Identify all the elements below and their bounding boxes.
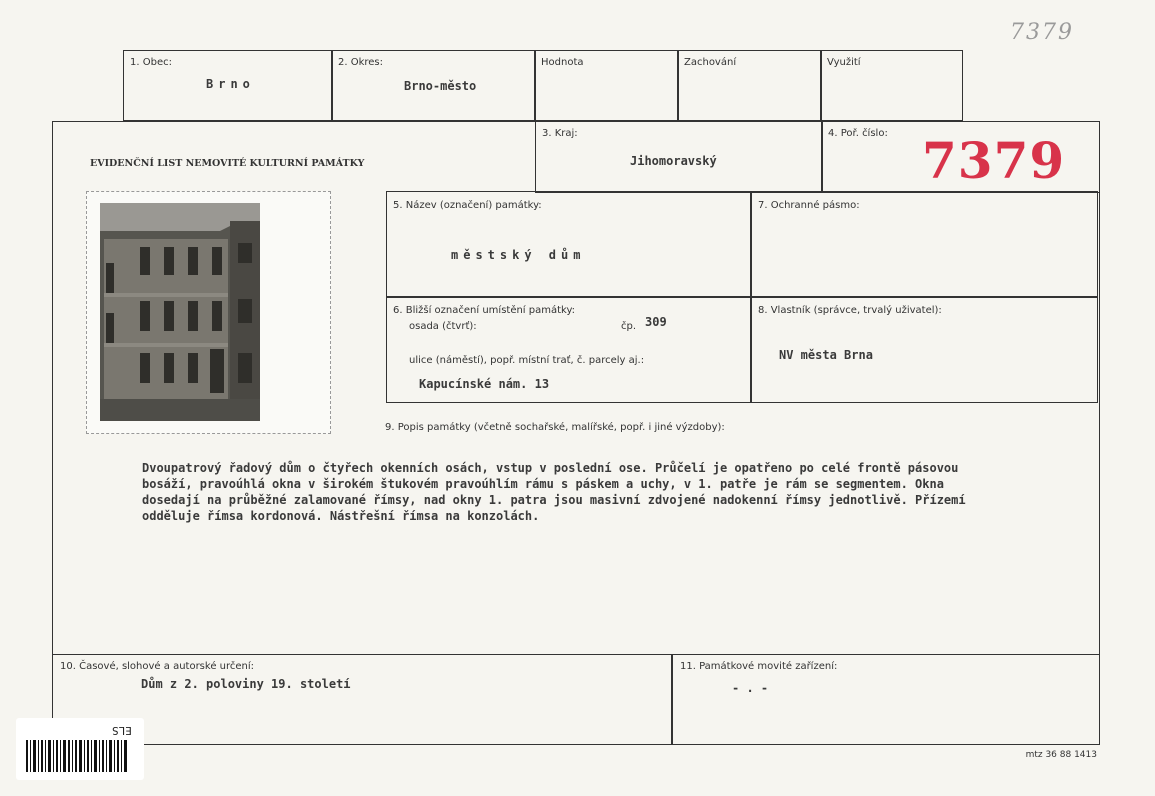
hodnota-label: Hodnota bbox=[541, 57, 584, 68]
osada-label: osada (čtvrť): bbox=[409, 321, 477, 332]
zarizeni-value: - . - bbox=[732, 681, 769, 695]
vyuziti-box bbox=[820, 50, 963, 121]
nazev-label: 5. Název (označení) památky: bbox=[393, 200, 542, 211]
popis-line: Dvoupatrový řadový dům o čtyřech okenních osách, vstup v poslední ose. Průčelí je opatřeno po celé frontě pásovou bbox=[142, 461, 959, 475]
por-cislo-box bbox=[821, 121, 1100, 193]
popis-line: odděluje římsa kordonová. Nástřešní římsa na konzolách. bbox=[142, 509, 540, 523]
cp-label: čp. bbox=[621, 321, 637, 332]
nazev-box bbox=[386, 191, 752, 298]
por-cislo-stamp: 7379 bbox=[922, 131, 1066, 190]
zachovani-label: Zachování bbox=[684, 57, 737, 68]
por-cislo-label: 4. Poř. číslo: bbox=[828, 128, 888, 139]
urceni-value: Dům z 2. poloviny 19. století bbox=[141, 677, 351, 691]
okres-label: 2. Okres: bbox=[338, 57, 384, 68]
vyuziti-label: Využití bbox=[827, 57, 861, 68]
kraj-box bbox=[535, 121, 823, 193]
ulice-value: Kapucínské nám. 13 bbox=[419, 377, 550, 391]
barcode-label: ELS bbox=[112, 724, 132, 737]
hodnota-box bbox=[534, 50, 679, 121]
zarizeni-label: 11. Památkové movité zařízení: bbox=[680, 661, 838, 672]
ochranne-pasmo-box bbox=[750, 191, 1098, 298]
building-photo bbox=[100, 203, 260, 421]
vlastnik-value: NV města Brna bbox=[779, 348, 873, 362]
popis-line: bosáží, pravoúhlá okna v širokém štukovém pravoúhlím rámu s páskem a uchy, v 1. patře je rám se segmentem. Okna bbox=[142, 477, 944, 491]
kraj-label: 3. Kraj: bbox=[542, 128, 578, 139]
cp-value: 309 bbox=[645, 315, 667, 329]
obec-value: Brno bbox=[206, 77, 255, 91]
obec-label: 1. Obec: bbox=[130, 57, 172, 68]
obec-box bbox=[123, 50, 333, 121]
okres-value: Brno-město bbox=[404, 79, 477, 93]
vlastnik-label: 8. Vlastník (správce, trvalý uživatel): bbox=[758, 305, 942, 316]
popis-label: 9. Popis památky (včetně sochařské, malířské, popř. i jiné výzdoby): bbox=[385, 422, 725, 433]
popis-text bbox=[142, 460, 1072, 524]
barcode-sticker bbox=[16, 718, 144, 780]
nazev-value: městský dům bbox=[451, 248, 586, 262]
handwritten-number: 7379 bbox=[1010, 20, 1074, 45]
footer-code: mtz 36 88 1413 bbox=[1025, 750, 1097, 760]
okres-box bbox=[331, 50, 536, 121]
urceni-box bbox=[52, 654, 673, 745]
photo-frame bbox=[86, 191, 331, 434]
kraj-value: Jihomoravský bbox=[630, 154, 717, 168]
umisteni-box bbox=[386, 296, 752, 403]
urceni-label: 10. Časové, slohové a autorské určení: bbox=[60, 661, 255, 672]
form-title: EVIDENČNÍ LIST NEMOVITÉ KULTURNÍ PAMÁTKY bbox=[90, 158, 365, 169]
vlastnik-box bbox=[750, 296, 1098, 403]
umisteni-label: 6. Bližší označení umístění památky: bbox=[393, 305, 576, 316]
popis-line: dosedají na průběžné zalamované římsy, nad okny 1. patra jsou masivní zdvojené nadokenní římsy jednotlivě. Přízemí bbox=[142, 493, 966, 507]
barcode-icon bbox=[26, 740, 130, 772]
zachovani-box bbox=[677, 50, 822, 121]
ochranne-pasmo-label: 7. Ochranné pásmo: bbox=[758, 200, 860, 211]
ulice-label: ulice (náměstí), popř. místní trať, č. parcely aj.: bbox=[409, 355, 645, 366]
zarizeni-box bbox=[671, 654, 1100, 745]
